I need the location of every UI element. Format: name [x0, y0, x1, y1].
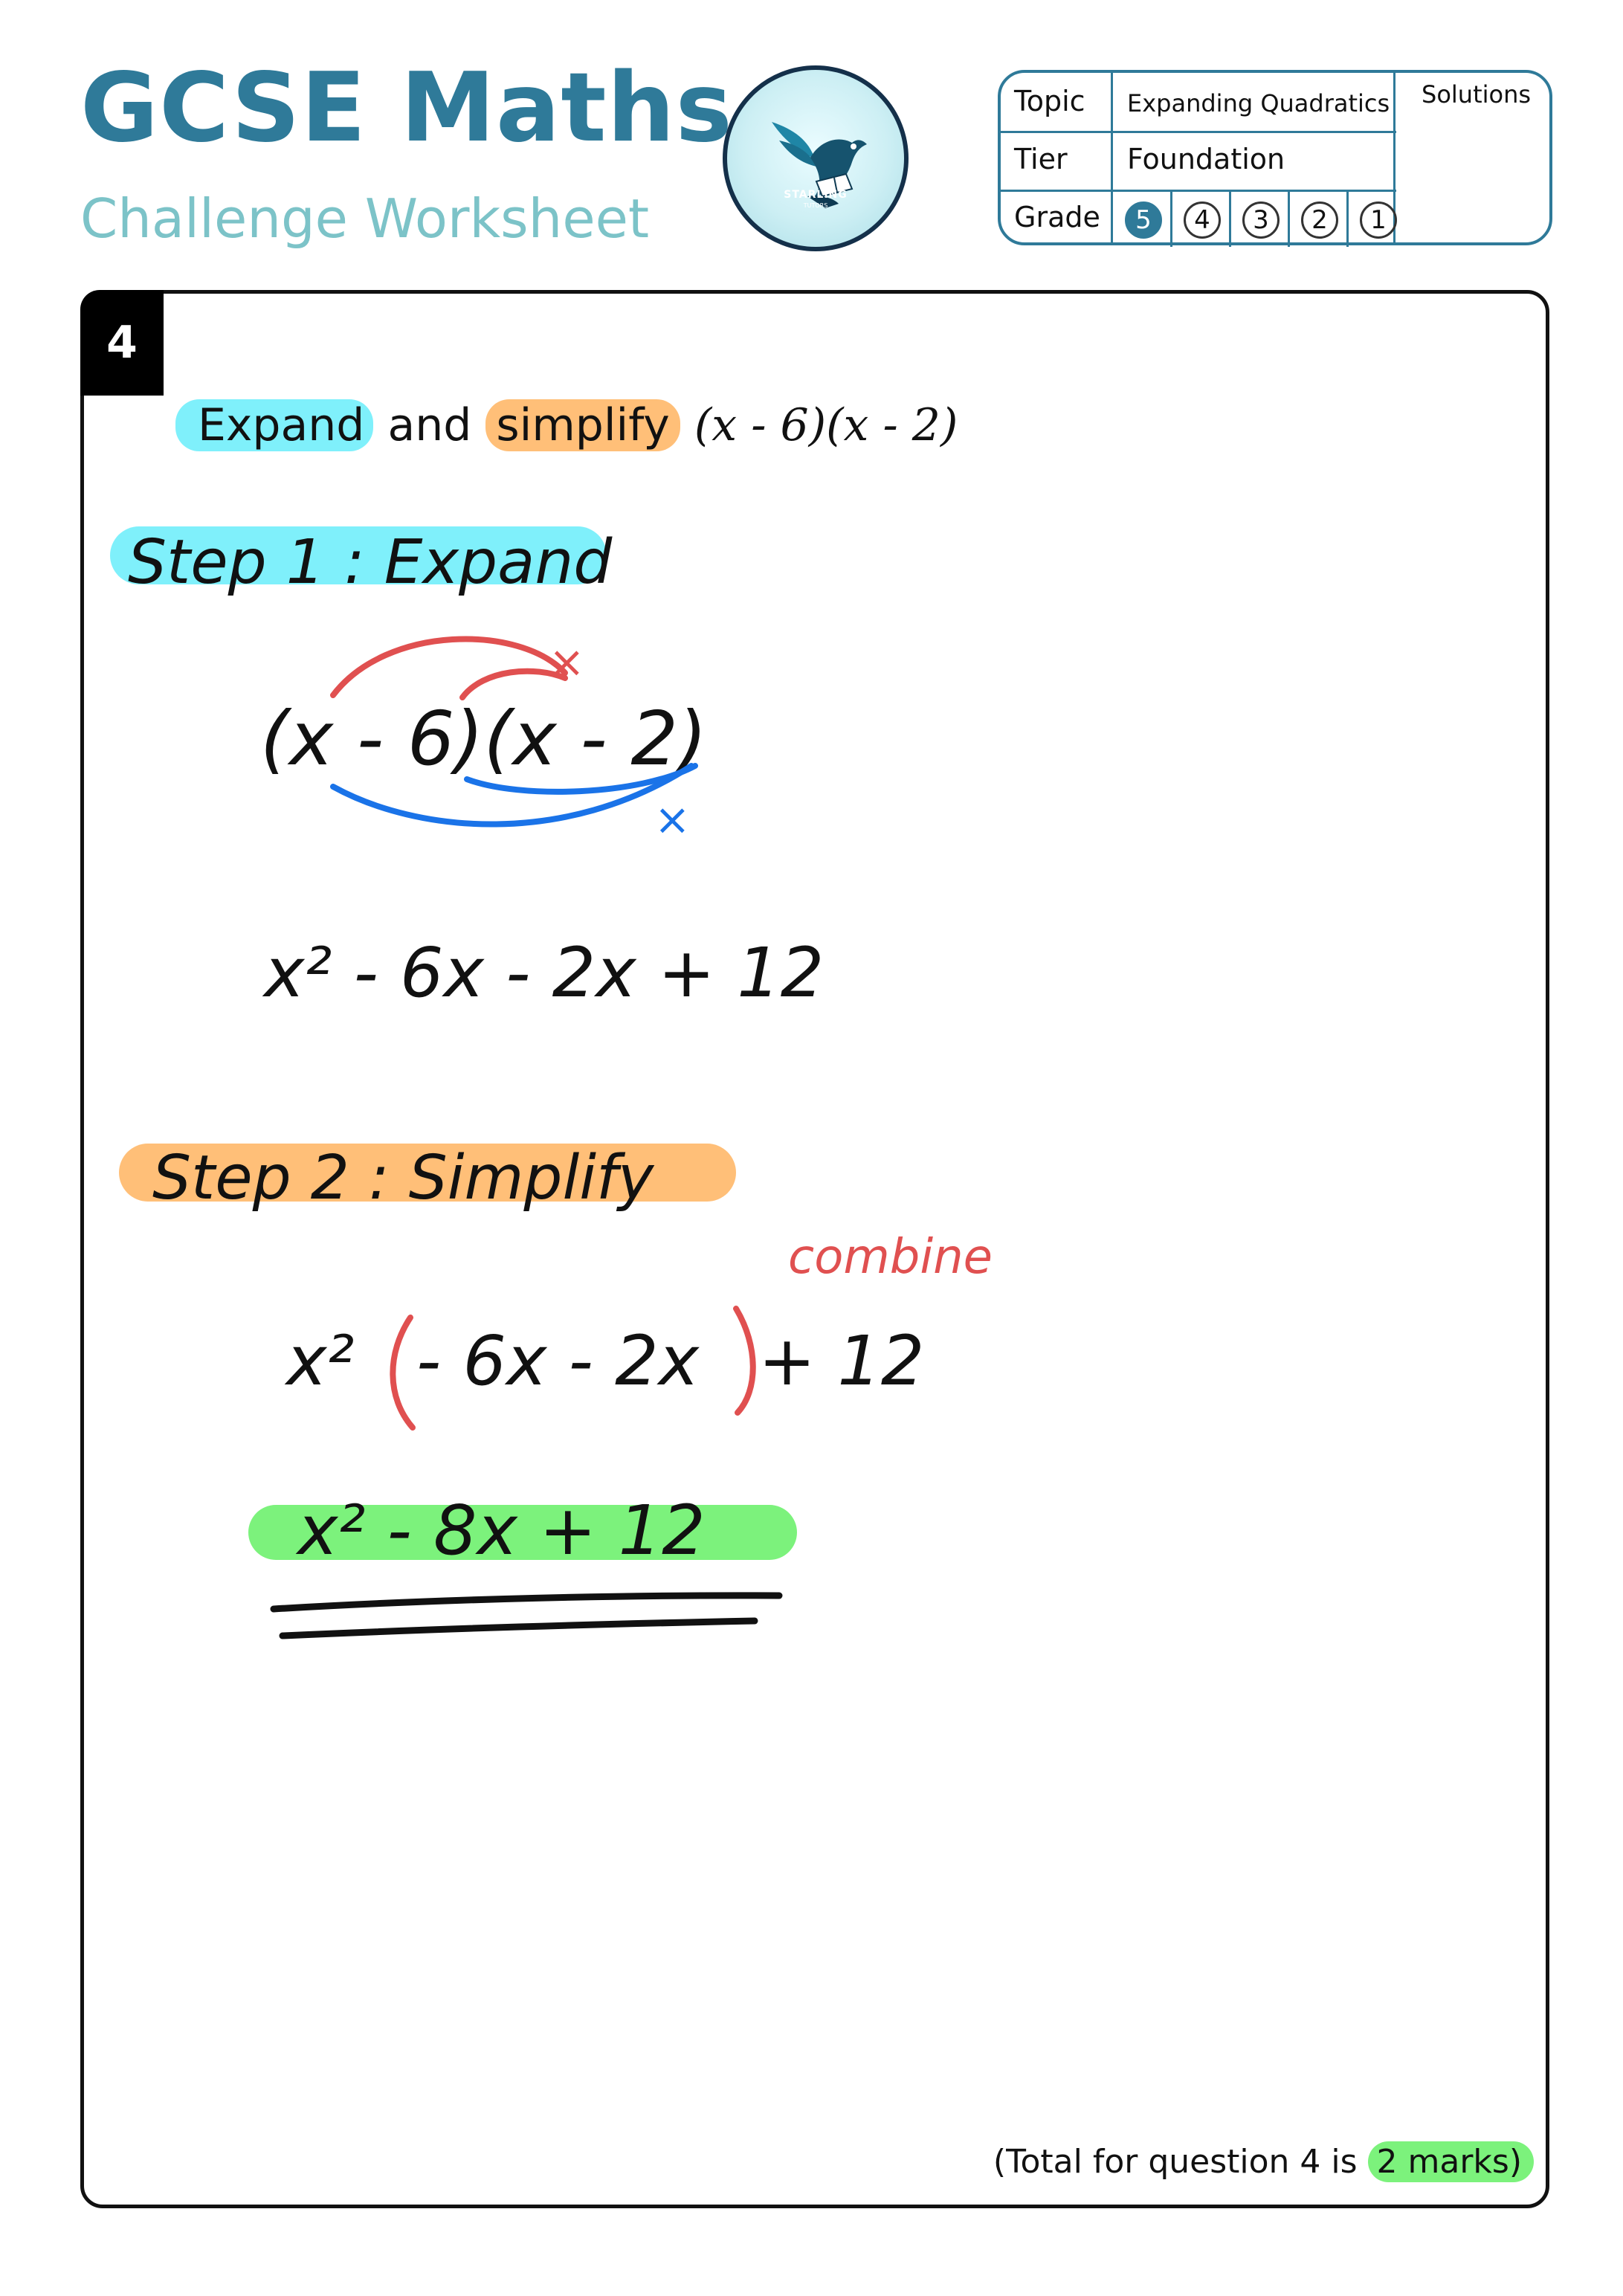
- and-word: and: [373, 399, 486, 451]
- topic-value: Expanding Quadratics: [1127, 89, 1390, 117]
- blue-multiply-mark: ×: [654, 794, 691, 845]
- answer-underline-2: [283, 1621, 755, 1636]
- red-arrow-outer: [333, 639, 565, 695]
- grade-4: 4: [1184, 201, 1221, 239]
- total-prefix: (Total for question 4 is: [993, 2143, 1358, 2181]
- total-marks-line: [993, 2143, 1534, 2181]
- step1-expression: (x - 6)(x - 2): [260, 695, 707, 782]
- solutions-label: Solutions: [1422, 80, 1532, 109]
- combine-note: combine: [788, 1230, 993, 1285]
- logo-subtext: TUTORS: [803, 202, 828, 209]
- grade-5-selected: 5: [1125, 201, 1162, 239]
- tier-label: Tier: [1014, 143, 1068, 175]
- grade-3: 3: [1242, 201, 1280, 239]
- tier-value: Foundation: [1127, 143, 1285, 175]
- question-expression: (x - 6)(x - 2): [680, 399, 958, 451]
- step2-constant: + 12: [758, 1321, 925, 1401]
- red-close-bracket: [736, 1309, 753, 1413]
- step2-label: Step 2 : Simplify: [152, 1143, 654, 1213]
- answer-underline-1: [274, 1596, 779, 1609]
- question-number: 4: [80, 290, 164, 396]
- worksheet-subtitle: Challenge Worksheet: [80, 187, 650, 250]
- step2-x-squared: x²: [286, 1321, 355, 1401]
- simplify-word: simplify: [485, 399, 680, 451]
- worksheet-title: GCSE Maths: [80, 53, 733, 164]
- final-answer: x² - 8x + 12: [297, 1491, 706, 1570]
- red-open-bracket: [393, 1318, 413, 1428]
- step1-label: Step 1 : Expand: [128, 527, 613, 598]
- topic-label: Topic: [1014, 85, 1085, 117]
- grade-2: 2: [1301, 201, 1338, 239]
- grade-label: Grade: [1014, 201, 1100, 233]
- step2-grouped-terms: - 6x - 2x: [416, 1321, 700, 1401]
- red-multiply-mark: ×: [549, 636, 585, 687]
- step1-result: x² - 6x - 2x + 12: [264, 933, 825, 1013]
- grade-1: 1: [1360, 201, 1397, 239]
- expand-word: Expand: [175, 399, 373, 451]
- logo-text: STARLING: [784, 189, 848, 201]
- total-marks: 2 marks): [1368, 2141, 1534, 2182]
